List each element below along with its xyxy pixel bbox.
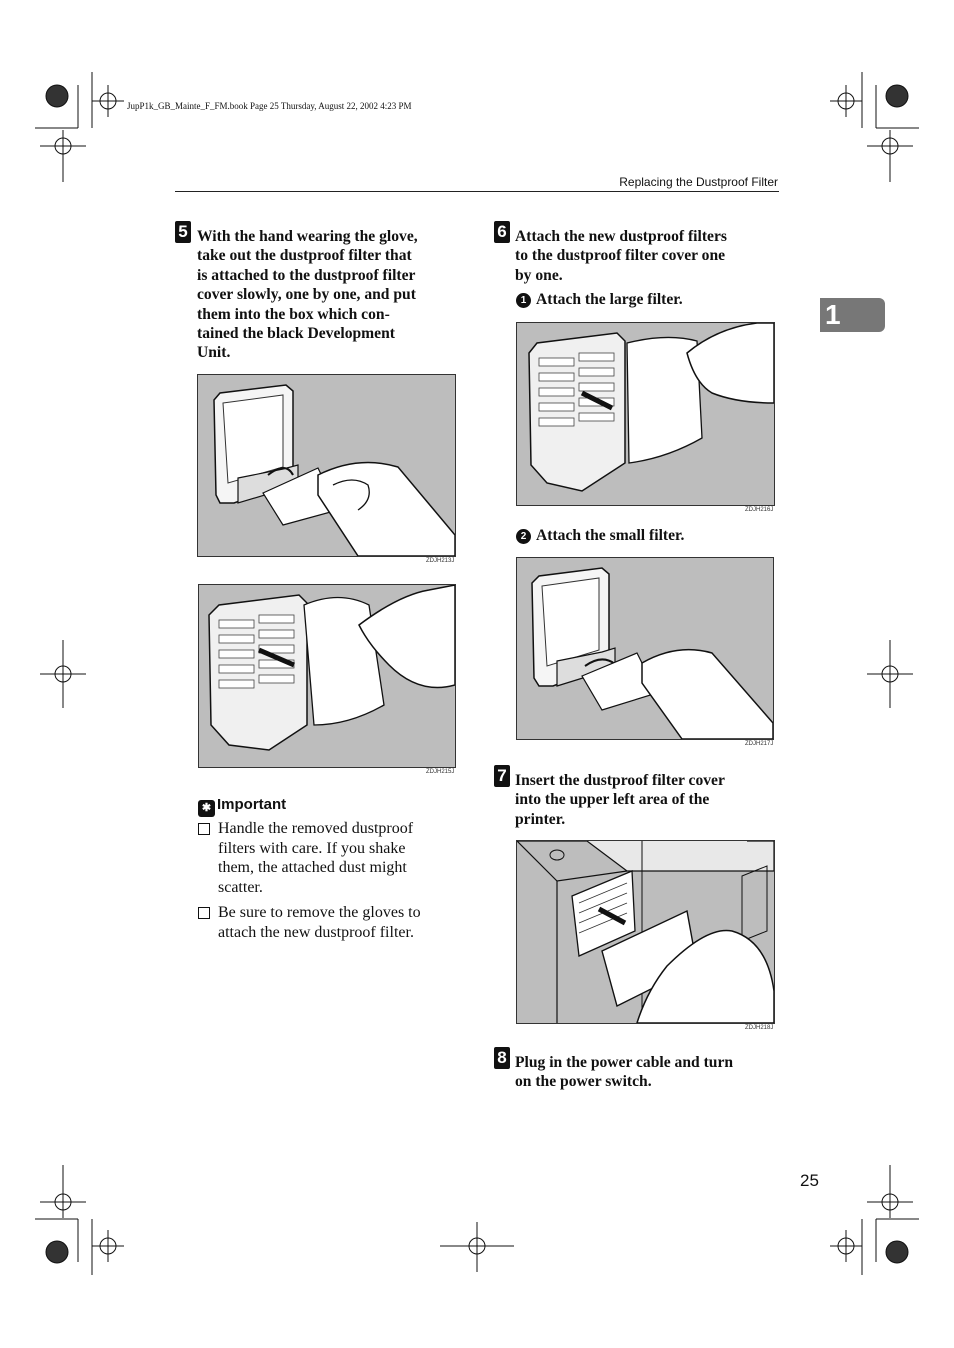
step-7-line: printer. [515,810,566,828]
important-line: attach the new dustproof filter. [218,923,414,941]
step-6-line: by one. [515,266,563,284]
attach-large-filter-illustration [517,323,774,505]
filter-removal-illustration [198,375,455,556]
important-line: Be sure to remove the gloves to [218,904,421,921]
important-heading [198,796,286,817]
running-title: Replacing the Dustproof Filter [619,175,778,189]
important-title: Important [217,796,287,813]
step-8-badge: 8 [494,1047,510,1069]
step-6-line: to the dustproof filter cover one [515,247,726,265]
step-7-badge: 7 [494,765,510,787]
important-line: scatter. [218,878,263,896]
sub-step-text: Attach the small filter. [536,527,685,544]
important-line: them, the attached dust might [218,859,407,876]
step-5-line: With the hand wearing the glove, [197,228,418,245]
step-6-badge: 6 [494,221,510,243]
important-line: filters with care. If you shake [218,839,406,857]
step-7-text [515,771,778,829]
step-5-line: cover slowly, one by one, and put [197,286,416,304]
file-meta-line: JupP1k_GB_Mainte_F_FM.book Page 25 Thursday, August 22, 2002 4:23 PM [127,101,412,111]
insert-cover-illustration [517,841,774,1023]
figure-code: ZDJH217J [745,741,774,747]
figure-remove-small-filter [197,374,456,557]
chapter-number: 1 [825,299,841,330]
chapter-tab [820,298,885,332]
figure-code: ZDJH218J [745,1025,774,1031]
sub-step-number: 1 [516,293,531,308]
checkbox-bullet-icon [198,907,210,919]
step-5-line: tained the black Development [197,325,395,343]
sub-step-1 [516,291,683,309]
step-8-line: on the power switch. [515,1073,652,1091]
step-7-line: Insert the dustproof filter cover [515,772,725,789]
step-6-line: Attach the new dustproof filters [515,228,727,245]
header-rule [175,191,779,192]
figure-code: ZDJH216J [745,507,774,513]
figure-code: ZDJH215J [426,769,455,775]
important-item-2 [218,903,460,942]
attach-small-filter-illustration [517,558,773,739]
figure-remove-large-filter [198,584,456,768]
sub-step-text: Attach the large filter. [536,291,683,308]
step-7-line: into the upper left area of the [515,791,710,809]
step-5-text [197,227,460,363]
large-filter-removal-illustration [199,585,455,767]
step-5-line: take out the dustproof filter that [197,247,412,265]
important-line: Handle the removed dustproof [218,820,414,837]
checkbox-bullet-icon [198,823,210,835]
sub-step-2 [516,527,684,545]
figure-insert-filter-cover [516,840,775,1024]
step-5-line: Unit. [197,344,231,362]
figure-code: ZDJH213J [426,558,455,564]
sub-step-number: 2 [516,529,531,544]
figure-attach-large-filter [516,322,775,506]
page-number: 25 [800,1171,819,1190]
step-8-line: Plug in the power cable and turn [515,1054,734,1071]
important-icon: ✱ [198,800,215,817]
step-5-line: is attached to the dustproof filter [197,266,416,284]
important-item-1 [218,819,460,897]
step-8-text [515,1053,778,1092]
figure-attach-small-filter [516,557,774,740]
step-5-line: them into the box which con- [197,305,390,323]
step-6-text [515,227,778,285]
step-5-badge: 5 [175,221,191,243]
